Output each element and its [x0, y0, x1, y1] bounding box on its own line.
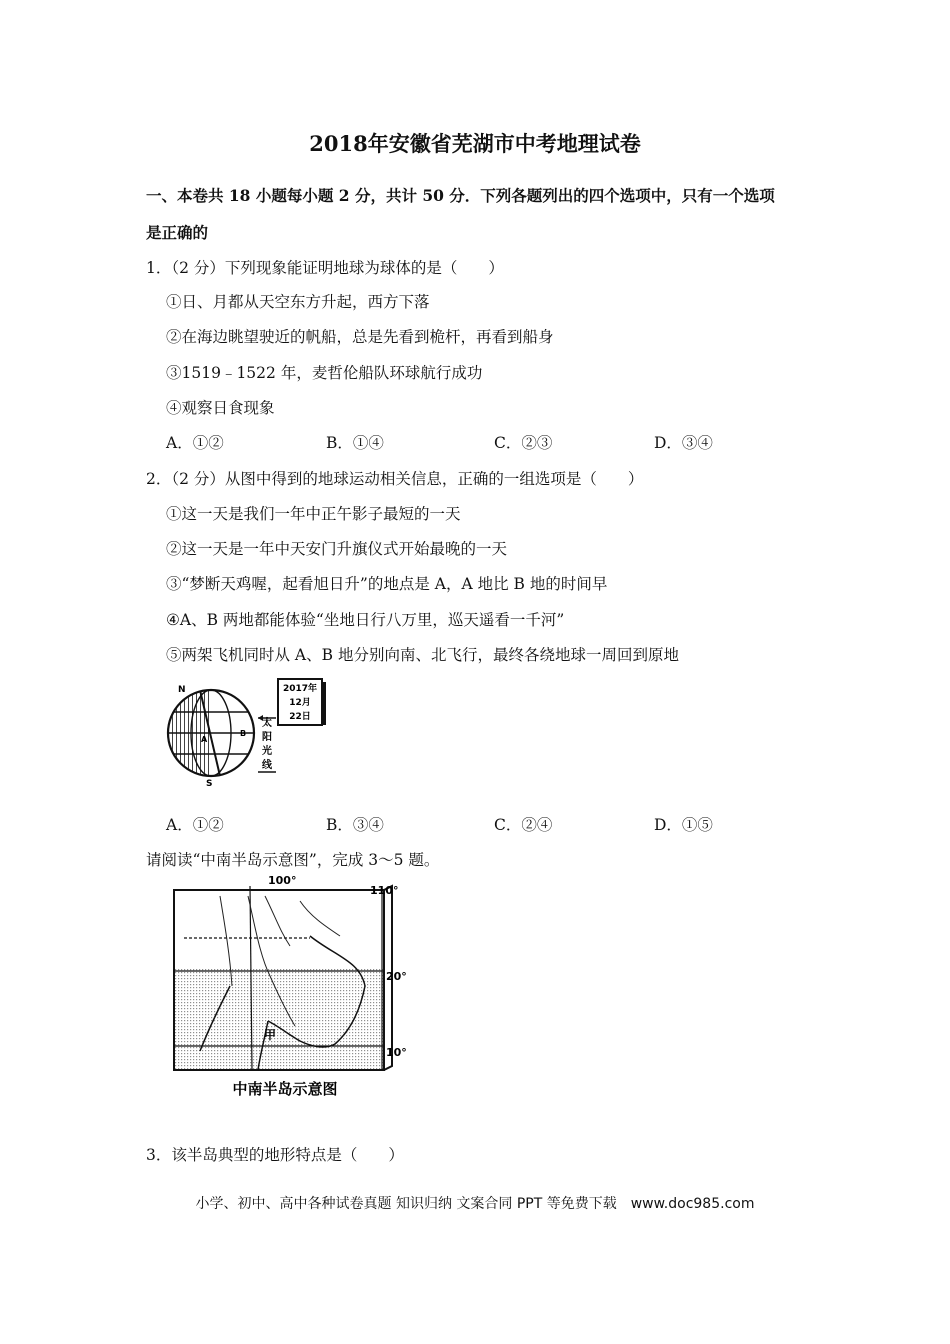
north-pole-label: N — [178, 685, 186, 695]
calendar-month: 12月 — [289, 698, 311, 708]
lon-110-label: 110° — [370, 884, 399, 897]
q2-option-b[interactable]: B．③④ — [326, 816, 384, 834]
sunlight-char-1: 太 — [262, 718, 272, 729]
q1-item-1: ①日、月都从天空东方升起，西方下落 — [166, 293, 430, 311]
map-frame — [174, 886, 392, 1070]
sunlight-char-3: 光 — [262, 746, 272, 757]
q2-stem: 2．（2 分）从图中得到的地球运动相关信息，正确的一组选项是（ ） — [146, 470, 644, 488]
q1-stem: 1．（2 分）下列现象能证明地球为球体的是（ ） — [146, 259, 504, 277]
lat-20-label: 20° — [386, 970, 407, 983]
section-heading-line1: 一、本卷共 18 小题每小题 2 分，共计 50 分．下列各题列出的四个选项中，只有一个选项 — [146, 186, 775, 205]
section-heading-line2: 是正确的 — [146, 223, 209, 242]
calendar-day: 22日 — [289, 712, 311, 722]
q2-item-4: ④A、B 两地都能体验“坐地日行八万里，巡天遥看一千河” — [166, 611, 565, 629]
q1-option-a[interactable]: A．①② — [166, 434, 224, 452]
q1-option-d[interactable]: D．③④ — [654, 434, 713, 452]
q2-item-3: ③“梦断天鸡喔，起看旭日升”的地点是 A，A 地比 B 地的时间早 — [166, 575, 608, 593]
sunlight-char-4: 线 — [262, 760, 272, 771]
q2-option-d[interactable]: D．①⑤ — [654, 816, 713, 834]
calendar-year: 2017年 — [282, 684, 318, 694]
q2-item-5: ⑤两架飞机同时从 A、B 地分别向南、北飞行，最终各绕地球一周回到原地 — [166, 646, 679, 664]
earth-illumination-figure — [160, 676, 335, 791]
lat-10-label: 10° — [386, 1046, 407, 1059]
sunlight-label — [258, 715, 276, 772]
south-pole-label: S — [206, 779, 213, 789]
q1-option-c[interactable]: C．②③ — [494, 434, 553, 452]
q2-item-1: ①这一天是我们一年中正午影子最短的一天 — [166, 505, 461, 523]
reading-prompt: 请阅读“中南半岛示意图”，完成 3～5 题。 — [146, 851, 440, 869]
indochina-map-figure — [160, 876, 420, 1106]
q1-item-2: ②在海边眺望驶近的帆船，总是先看到桅杆，再看到船身 — [166, 328, 554, 346]
point-a-label: A — [201, 735, 208, 744]
q3-stem: 3．该半岛典型的地形特点是（ ） — [146, 1146, 404, 1164]
q2-option-c[interactable]: C．②④ — [494, 816, 553, 834]
calendar-icon — [278, 679, 326, 725]
point-b-label: B — [240, 729, 247, 738]
sunlight-char-2: 阳 — [262, 732, 272, 743]
q2-item-2: ②这一天是一年中天安门升旗仪式开始最晚的一天 — [166, 540, 508, 558]
lon-100-label: 100° — [268, 876, 297, 887]
page-title: 2018年安徽省芜湖市中考地理试卷 — [309, 131, 641, 156]
q1-item-4: ④观察日食现象 — [166, 399, 275, 417]
q1-option-b[interactable]: B．①④ — [326, 434, 384, 452]
map-caption: 中南半岛示意图 — [232, 1080, 338, 1098]
q2-option-a[interactable]: A．①② — [166, 816, 224, 834]
page-footer: 小学、初中、高中各种试卷真题 知识归纳 文案合同 PPT 等免费下载 www.doc985.com — [195, 1196, 755, 1212]
q1-item-3: ③1519﹣1522 年，麦哲伦船队环球航行成功 — [166, 364, 483, 382]
marker-jia: 甲 — [264, 1028, 277, 1042]
